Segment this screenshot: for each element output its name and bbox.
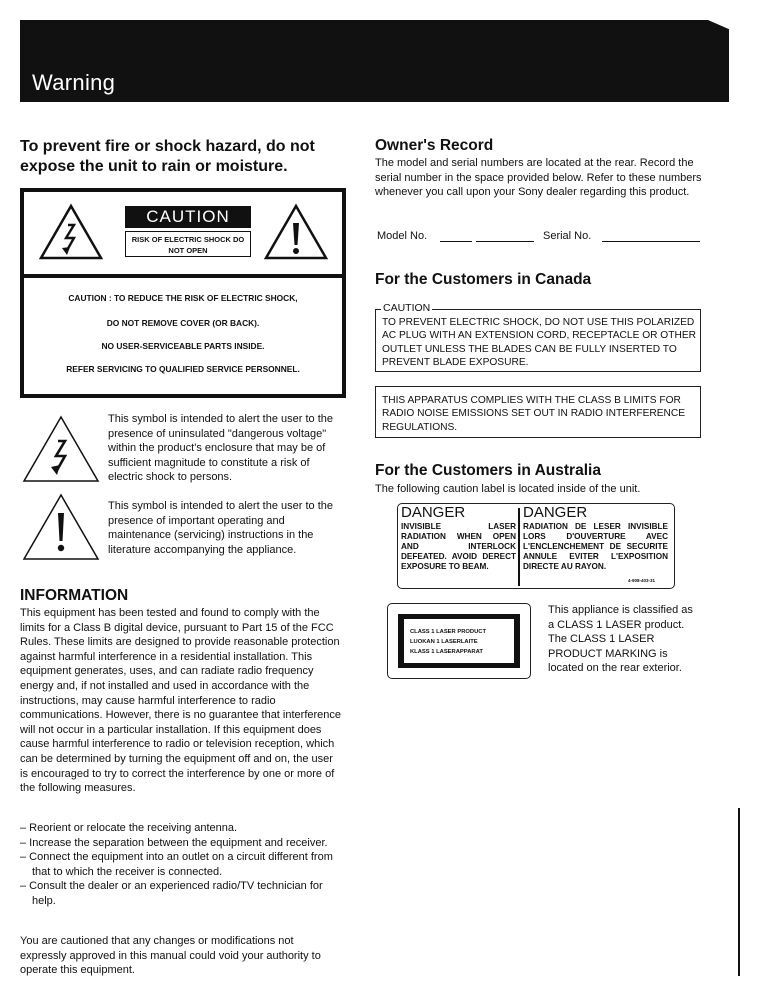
canada-caution-text: TO PREVENT ELECTRIC SHOCK, DO NOT USE THIS POLARIZED AC PLUG WITH AN EXTENSION CORD, RECEPTACLE OR OTHER OUTLET UNLESS THE BLADES CAN BE FULLY INSERTED TO PREVENT BLADE EXPOSURE. <box>382 317 696 369</box>
owners-record-body: The model and serial numbers are located at the rear. Record the serial number in the space provided below. Refer to these numbers whenever you call upon your Sony dealer regarding this product. <box>375 157 702 199</box>
shock-symbol-description: This symbol is intended to alert the user to the presence of uninsulated "dangerous voltage" within the product's enclosure that may be of sufficient magnitude to constitute a risk of electric shock to persons. <box>108 413 334 484</box>
danger-label-divider <box>518 508 520 586</box>
caution-label: CAUTION <box>125 206 251 228</box>
measures-list <box>20 821 342 909</box>
danger-fr-text: RADIATION DE LESER INVISIBLE LORS D'OUVERTURE AVEC L'ENCLENCHEMENT DE SECURITE ANNULE EVITER L'EXPOSITION DIRECTE AU RAYON. <box>523 522 668 571</box>
laser-class-description: This appliance is classified as a CLASS 1 LASER product. The CLASS 1 LASER PRODUCT MARKING is located on the rear exterior. <box>548 604 693 675</box>
owners-record-heading: Owner's Record <box>375 137 494 154</box>
canada-class-text: THIS APPARATUS COMPLIES WITH THE CLASS B LIMITS FOR RADIO NOISE EMISSIONS SET OUT IN RADIO INTERFERENCE REGULATIONS. <box>382 395 686 433</box>
danger-code: 4-908-403-31 <box>628 578 656 583</box>
canada-caution-label: CAUTION <box>383 302 431 314</box>
serial-no-field <box>602 241 700 242</box>
danger-en-text: INVISIBLE LASER RADIATION WHEN OPEN AND INTERLOCK DEFEATED. AVOID DERECT EXPOSURE TO BEAM. <box>401 522 516 571</box>
danger-en-title: DANGER <box>401 504 466 521</box>
model-no-field-b <box>476 241 534 242</box>
information-body: This equipment has been tested and found to comply with the limits for a Class B digital device, pursuant to Part 15 of the FCC Rules. These limits are designed to provide reasonable protection against harmful interference in a residential installation. This equipment generates, uses, and can radiate radio frequency energy and, if not installed and used in accordance with the instructions, may cause harmful interference to radio communications. However, there is no guarantee that interference will not occur in a particular installation. If this equipment does cause harmful interference to radio or television reception, which can be determined by turning the equipment off and on, the user is encouraged to try to correct the interference by one or more of the following measures. <box>20 607 342 795</box>
measure-item: – Increase the separation between the equipment and receiver. <box>20 836 328 849</box>
fire-shock-headline: To prevent fire or shock hazard, do not expose the unit to rain or moisture. <box>20 138 315 175</box>
caution-line-2: DO NOT REMOVE COVER (OR BACK). <box>106 318 260 328</box>
measure-item: – Connect the equipment into an outlet on a circuit different from that to which the receiver is connected. <box>20 851 333 878</box>
serial-no-label: Serial No. <box>543 230 592 242</box>
laser-label-line: KLASS 1 LASERAPPARAT <box>410 649 483 655</box>
measure-item: – Reorient or relocate the receiving antenna. <box>20 822 238 834</box>
laser-label-line: CLASS 1 LASER PRODUCT <box>410 629 487 635</box>
page-edge-bar <box>738 808 740 976</box>
caution-line-3: NO USER-SERVICEABLE PARTS INSIDE. <box>101 341 265 351</box>
model-no-label: Model No. <box>377 230 428 242</box>
australia-heading: For the Customers in Australia <box>375 462 601 479</box>
caution-sub-label: RISK OF ELECTRIC SHOCK DO NOT OPEN <box>125 231 251 257</box>
lightning-symbol-icon <box>22 415 100 483</box>
exclamation-symbol-icon <box>22 493 100 561</box>
page-header-band <box>20 20 729 102</box>
laser-label-line: LUOKAN 1 LASERLAITE <box>410 639 478 645</box>
caution-line-1: CAUTION : TO REDUCE THE RISK OF ELECTRIC SHOCK, <box>68 293 298 303</box>
closing-notice: You are cautioned that any changes or modifications not expressly approved in this manual could void your authority to operate this equipment. <box>20 935 321 977</box>
caution-divider <box>20 274 346 278</box>
lightning-warning-icon <box>38 203 104 261</box>
exclamation-warning-icon <box>263 203 329 261</box>
caution-line-4: REFER SERVICING TO QUALIFIED SERVICE PERSONNEL. <box>66 364 300 374</box>
canada-heading: For the Customers in Canada <box>375 271 592 288</box>
danger-fr-title: DANGER <box>523 504 588 521</box>
measure-item: – Consult the dealer or an experienced radio/TV technician for help. <box>20 880 323 907</box>
australia-body: The following caution label is located inside of the unit. <box>375 483 641 495</box>
model-no-field-a <box>440 241 472 242</box>
information-heading: INFORMATION <box>20 587 129 604</box>
exclamation-symbol-description: This symbol is intended to alert the user to the presence of important operating and maintenance (servicing) instructions in the literature accompanying the appliance. <box>108 500 334 556</box>
page-title: Warning <box>32 70 116 95</box>
laser-label-text <box>410 627 486 657</box>
